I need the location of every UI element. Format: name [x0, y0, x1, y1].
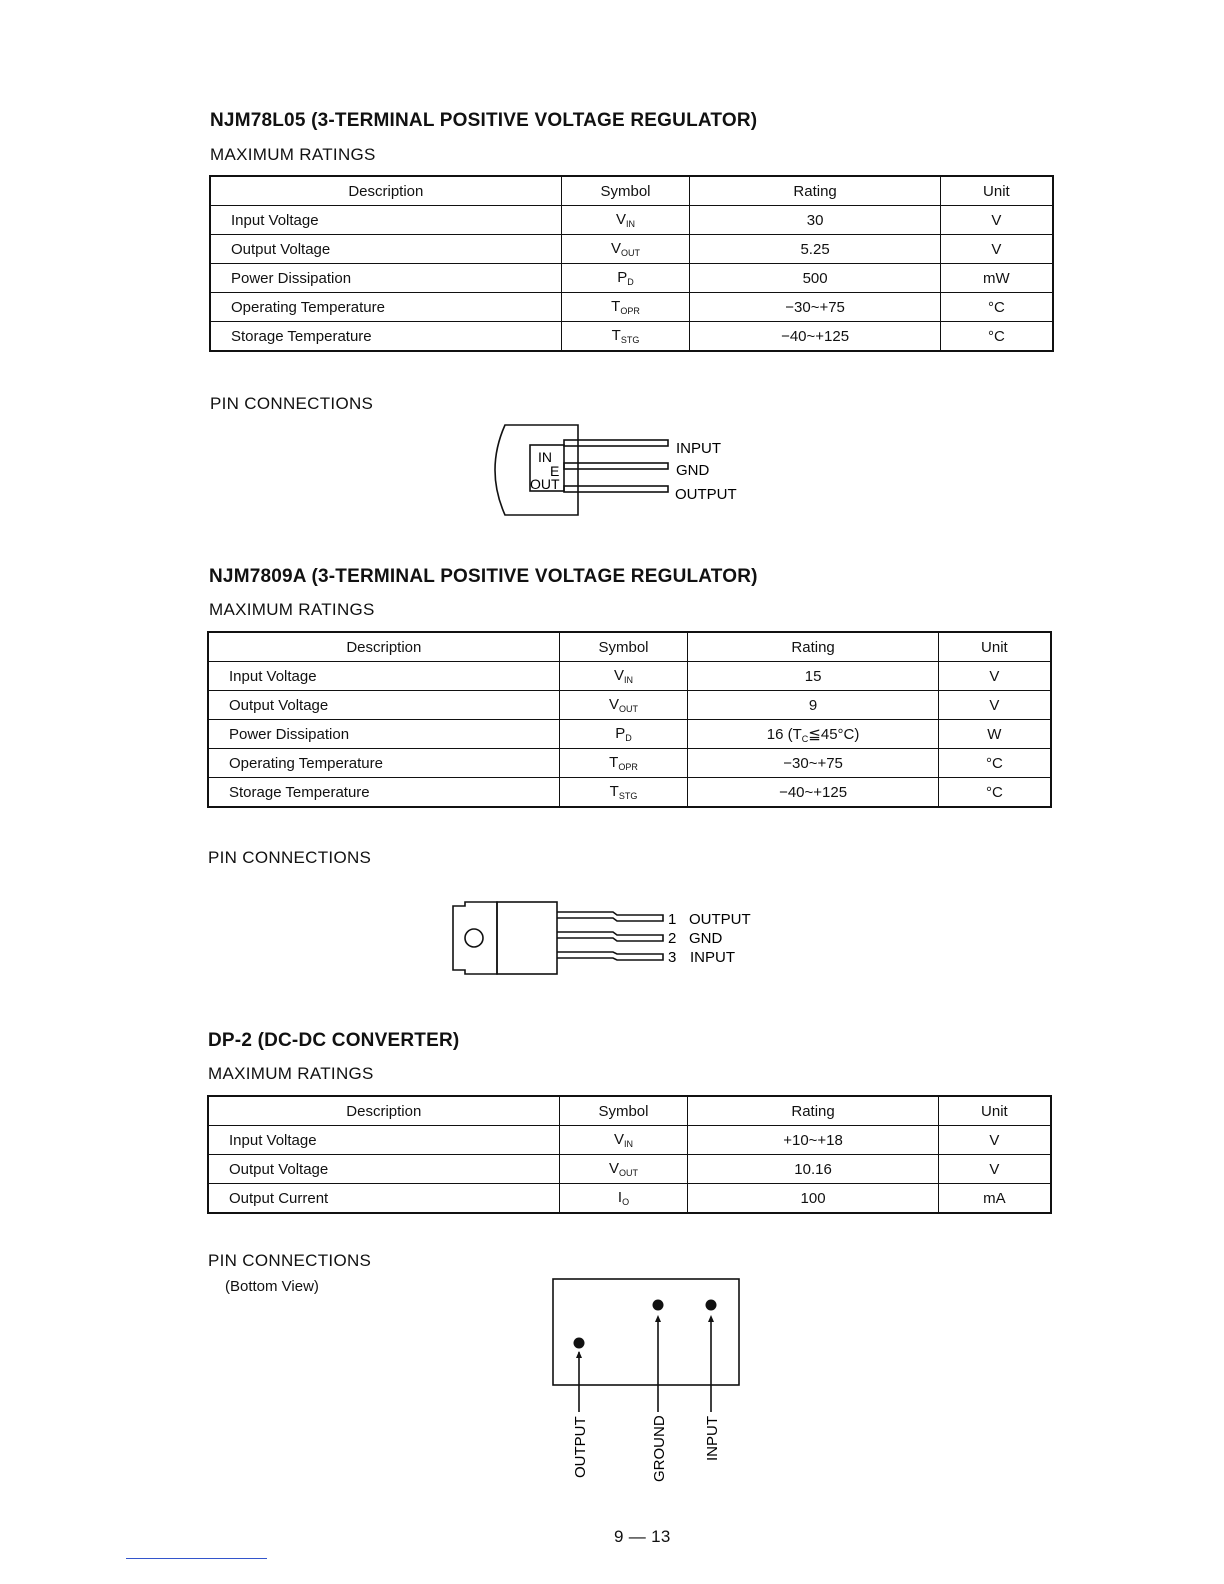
row-rating: −40~+125 — [688, 778, 938, 808]
table-row — [208, 749, 1051, 778]
pin-label: OUTPUT — [572, 1416, 589, 1478]
table-row — [208, 662, 1051, 691]
row-unit: °C — [938, 778, 1051, 808]
column-header: Unit — [938, 1096, 1051, 1126]
row-rating: −30~+75 — [690, 293, 940, 322]
row-description: Power Dissipation — [210, 264, 561, 293]
pin-label: GND — [689, 930, 723, 947]
row-rating: 500 — [690, 264, 940, 293]
row-symbol: $T_{STG}$ — [559, 778, 688, 808]
lead-2 — [557, 932, 663, 941]
column-header: Symbol — [561, 176, 690, 206]
pin-connections-heading: PIN CONNECTIONS — [208, 848, 372, 867]
row-rating: 30 — [690, 206, 940, 235]
package-label-out: OUT — [530, 476, 560, 492]
row-rating: −30~+75 — [688, 749, 938, 778]
row-rating: 16 $(T_C≦45^\circ C)$ — [688, 720, 938, 749]
row-symbol: $V_{IN}$ — [559, 662, 688, 691]
row-symbol: $T_{OPR}$ — [561, 293, 690, 322]
table-row — [210, 264, 1053, 293]
row-description: Operating Temperature — [208, 749, 559, 778]
pin-label: GROUND — [651, 1415, 668, 1482]
row-symbol: $V_{OUT}$ — [559, 691, 688, 720]
row-symbol: $V_{IN}$ — [561, 206, 690, 235]
pin-label: GND — [676, 462, 710, 479]
lead-gnd — [564, 463, 668, 469]
ratings-table-dp2 — [207, 1095, 1052, 1214]
lead-1 — [557, 912, 663, 921]
pin-label: INPUT — [704, 1416, 721, 1461]
to220-package-diagram — [445, 898, 765, 980]
row-rating: 10.16 — [688, 1155, 938, 1184]
row-description: Power Dissipation — [208, 720, 559, 749]
row-unit: V — [938, 662, 1051, 691]
row-unit: V — [940, 235, 1053, 264]
row-rating: −40~+125 — [690, 322, 940, 352]
column-header: Symbol — [559, 632, 688, 662]
row-unit: mW — [940, 264, 1053, 293]
package-label-in: IN — [538, 449, 552, 465]
package-label-e: E — [550, 463, 560, 479]
row-unit: V — [938, 1155, 1051, 1184]
row-unit: V — [938, 1126, 1051, 1155]
column-header: Description — [208, 632, 559, 662]
ratings-table-njm78l05 — [209, 175, 1054, 352]
row-symbol: $P_D$ — [561, 264, 690, 293]
package-body — [497, 902, 557, 974]
page-edge-line — [126, 1558, 267, 1559]
column-header: Rating — [690, 176, 940, 206]
table-header-row — [210, 176, 1053, 206]
row-description: Output Current — [208, 1184, 559, 1214]
package-tab — [453, 902, 497, 974]
table-row — [208, 1184, 1051, 1214]
arrow-icon — [576, 1351, 582, 1358]
table-header-row — [208, 1096, 1051, 1126]
table-row — [210, 206, 1053, 235]
table-row — [208, 778, 1051, 808]
row-symbol: $I_O$ — [559, 1184, 688, 1214]
row-symbol: $V_{OUT}$ — [559, 1155, 688, 1184]
row-description: Storage Temperature — [208, 778, 559, 808]
row-description: Input Voltage — [210, 206, 561, 235]
row-unit: W — [938, 720, 1051, 749]
section-title-njm78l05: NJM78L05 (3-TERMINAL POSITIVE VOLTAGE REGULATOR) — [210, 110, 758, 131]
dp2-bottom-view-diagram — [545, 1272, 750, 1487]
table-row — [210, 235, 1053, 264]
row-symbol: $P_D$ — [559, 720, 688, 749]
row-symbol: $V_{IN}$ — [559, 1126, 688, 1155]
section-title-njm7809a: NJM7809A (3-TERMINAL POSITIVE VOLTAGE REGULATOR) — [209, 566, 758, 587]
mounting-hole — [465, 929, 483, 947]
row-description: Input Voltage — [208, 662, 559, 691]
pin-number: 3 — [668, 949, 677, 966]
row-description: Output Voltage — [210, 235, 561, 264]
section-title-dp2: DP-2 (DC-DC CONVERTER) — [208, 1030, 460, 1051]
column-header: Description — [208, 1096, 559, 1126]
arrow-icon — [655, 1315, 661, 1322]
pin-dot-ground — [653, 1300, 664, 1311]
table-row — [210, 322, 1053, 352]
table-row — [208, 1126, 1051, 1155]
pin-dot-input — [706, 1300, 717, 1311]
view-note: (Bottom View) — [225, 1278, 319, 1295]
row-description: Output Voltage — [208, 1155, 559, 1184]
column-header: Rating — [688, 1096, 938, 1126]
pin-label: OUTPUT — [675, 486, 737, 503]
pin-dot-output — [574, 1338, 585, 1349]
row-description: Input Voltage — [208, 1126, 559, 1155]
row-rating: 5.25 — [690, 235, 940, 264]
table-row — [208, 1155, 1051, 1184]
ratings-heading: MAXIMUM RATINGS — [210, 145, 376, 164]
lead-output — [564, 486, 668, 492]
page-number: 9 — 13 — [614, 1527, 671, 1546]
pin-label: INPUT — [690, 949, 735, 966]
row-description: Storage Temperature — [210, 322, 561, 352]
pin-number: 2 — [668, 930, 677, 947]
column-header: Unit — [938, 632, 1051, 662]
lead-input — [564, 440, 668, 446]
row-rating: +10~+18 — [688, 1126, 938, 1155]
ratings-heading: MAXIMUM RATINGS — [209, 600, 375, 619]
column-header: Rating — [688, 632, 938, 662]
pin-number: 1 — [668, 911, 677, 928]
row-unit: V — [938, 691, 1051, 720]
to92-package-diagram — [480, 420, 780, 520]
row-unit: mA — [938, 1184, 1051, 1214]
pin-label: INPUT — [676, 440, 721, 457]
table-row — [208, 720, 1051, 749]
column-header: Unit — [940, 176, 1053, 206]
row-rating: 9 — [688, 691, 938, 720]
table-row — [208, 691, 1051, 720]
row-rating: 15 — [688, 662, 938, 691]
pin-connections-heading: PIN CONNECTIONS — [208, 1251, 372, 1270]
package-body — [495, 425, 578, 515]
arrow-icon — [708, 1315, 714, 1322]
table-row — [210, 293, 1053, 322]
row-unit: °C — [940, 293, 1053, 322]
row-description: Operating Temperature — [210, 293, 561, 322]
column-header: Description — [210, 176, 561, 206]
ratings-heading: MAXIMUM RATINGS — [208, 1064, 374, 1083]
row-symbol: $T_{OPR}$ — [559, 749, 688, 778]
row-unit: V — [940, 206, 1053, 235]
row-unit: °C — [938, 749, 1051, 778]
pin-label: OUTPUT — [689, 911, 751, 928]
table-header-row — [208, 632, 1051, 662]
row-description: Output Voltage — [208, 691, 559, 720]
column-header: Symbol — [559, 1096, 688, 1126]
pin-connections-heading: PIN CONNECTIONS — [210, 394, 374, 413]
row-symbol: $V_{OUT}$ — [561, 235, 690, 264]
lead-3 — [557, 952, 663, 960]
row-rating: 100 — [688, 1184, 938, 1214]
ratings-table-njm7809a — [207, 631, 1052, 808]
row-symbol: $T_{STG}$ — [561, 322, 690, 352]
row-unit: °C — [940, 322, 1053, 352]
